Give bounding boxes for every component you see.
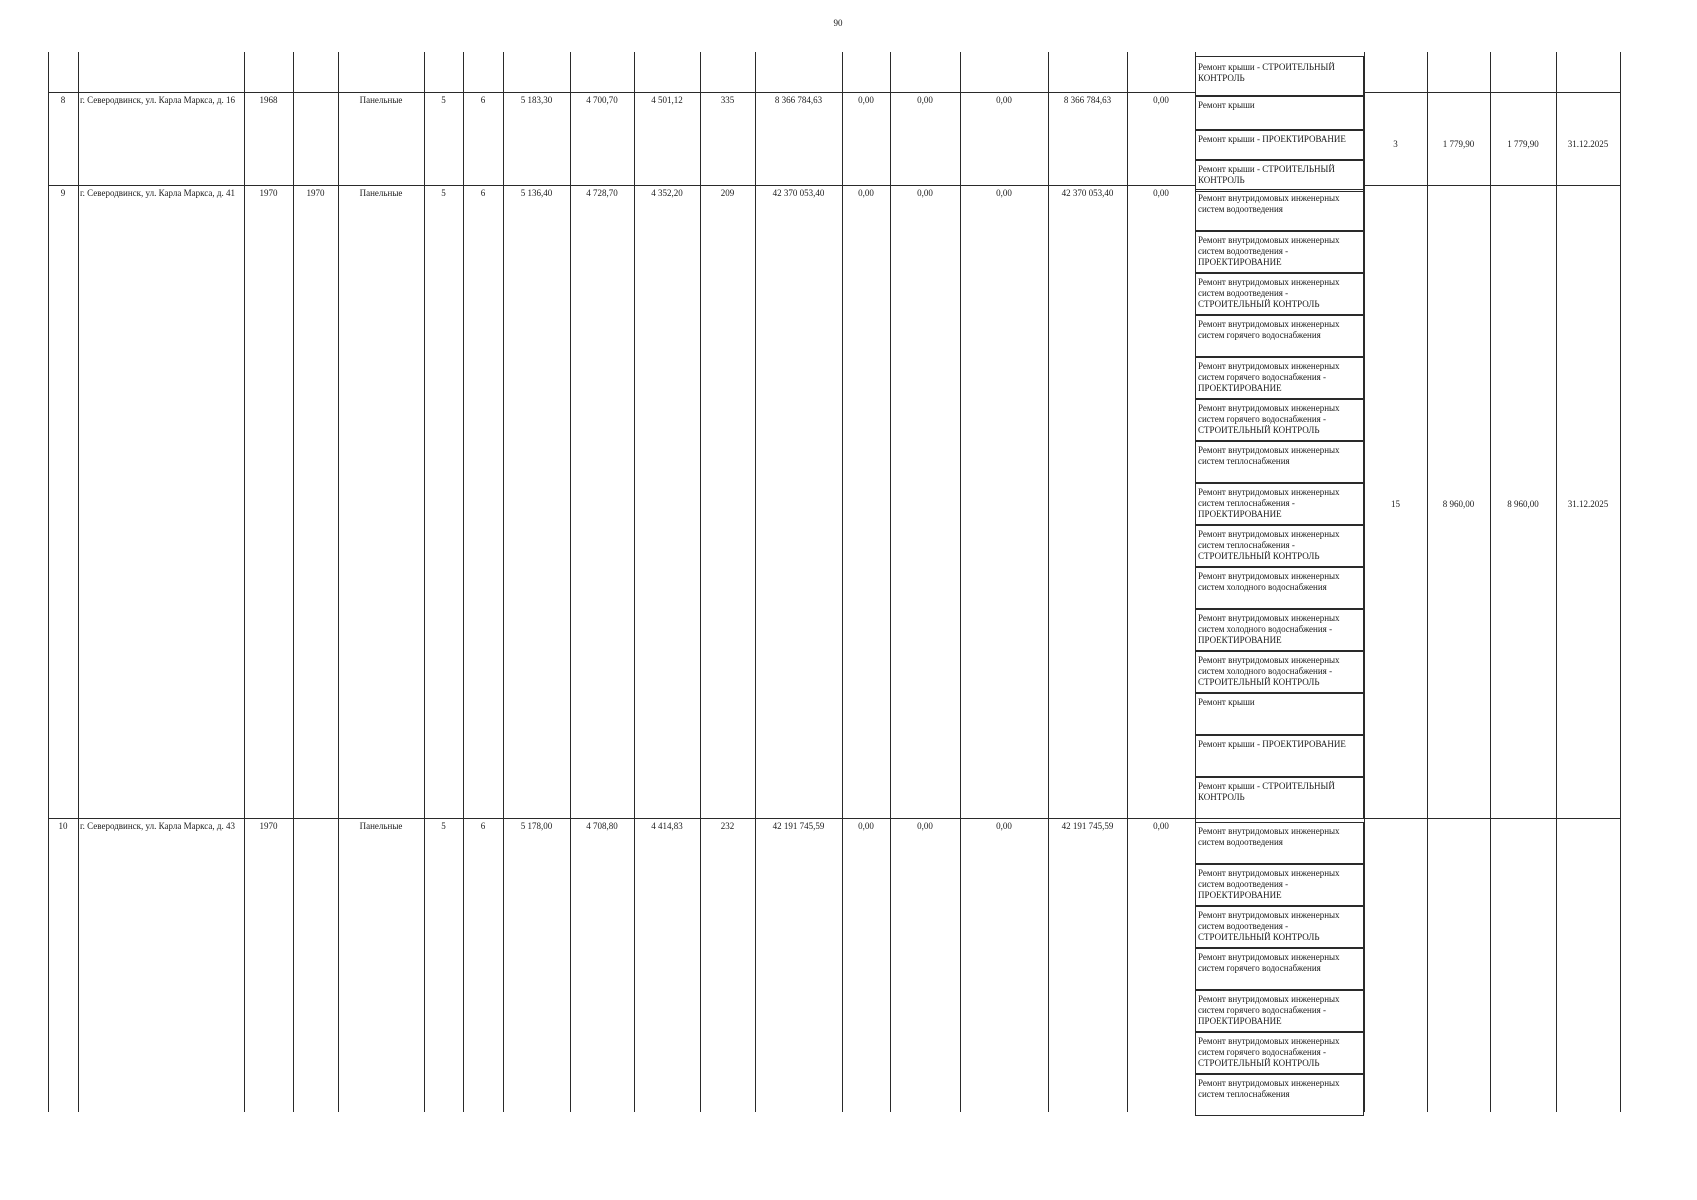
work-item: Ремонт крыши - СТРОИТЕЛЬНЫЙ КОНТРОЛЬ (1198, 781, 1335, 802)
fund-other: 0,00 (1153, 821, 1169, 831)
work-item: Ремонт внутридомовых инженерных систем теплоснабжения (1198, 1078, 1340, 1099)
address: г. Северодвинск, ул. Карла Маркса, д. 16 (80, 95, 235, 105)
work-item: Ремонт внутридомовых инженерных систем водоотведения - ПРОЕКТИРОВАНИЕ (1198, 235, 1340, 267)
area-all: 4 728,70 (586, 188, 618, 198)
work-item: Ремонт внутридомовых инженерных систем горячего водоснабжения - ПРОЕКТИРОВАНИЕ (1198, 361, 1340, 393)
row-line (48, 818, 1195, 819)
column-line (700, 52, 701, 1112)
column-line (424, 52, 425, 1112)
fund-local: 0,00 (996, 821, 1012, 831)
column-line (338, 52, 339, 1112)
area-all: 4 708,80 (586, 821, 618, 831)
entrances: 6 (480, 95, 486, 105)
fund-other: 0,00 (1153, 188, 1169, 198)
area-living: 4 352,20 (651, 188, 683, 198)
work-item: Ремонт крыши (1198, 697, 1255, 707)
column-line (634, 52, 635, 1112)
fund-local: 0,00 (996, 95, 1012, 105)
entrances: 6 (480, 188, 486, 198)
floors: 5 (441, 188, 446, 198)
work-item: Ремонт внутридомовых инженерных систем горячего водоснабжения (1198, 319, 1340, 340)
column-line (1364, 52, 1365, 1112)
row-number: 10 (58, 821, 68, 831)
work-item: Ремонт крыши - ПРОЕКТИРОВАНИЕ (1198, 134, 1346, 144)
column-line (1620, 52, 1621, 1112)
floors: 5 (441, 95, 446, 105)
area-living: 4 414,83 (651, 821, 683, 831)
cost-total: 8 366 784,63 (774, 95, 823, 105)
row-number: 9 (60, 188, 66, 198)
work-item: Ремонт внутридомовых инженерных систем холодного водоснабжения - ПРОЕКТИРОВАНИЕ (1198, 613, 1340, 645)
cost-unit-max: 8 960,00 (1442, 499, 1475, 509)
area-total: 5 136,40 (520, 188, 553, 198)
column-line (960, 52, 961, 1112)
work-item: Ремонт внутридомовых инженерных систем холодного водоснабжения (1198, 571, 1340, 592)
fund-owners: 42 191 745,59 (1061, 821, 1114, 831)
area-total: 5 183,30 (520, 95, 553, 105)
work-item: Ремонт крыши - СТРОИТЕЛЬНЫЙ КОНТРОЛЬ (1198, 62, 1335, 83)
work-quantity: 3 (1393, 139, 1398, 149)
column-line (48, 52, 49, 1112)
cost-unit: 8 960,00 (1507, 499, 1539, 509)
work-item: Ремонт внутридомовых инженерных систем горячего водоснабжения (1198, 952, 1340, 973)
fund-regional: 0,00 (917, 821, 933, 831)
residents: 232 (720, 821, 735, 831)
wall-material: Панельные (359, 95, 403, 105)
work-item: Ремонт внутридомовых инженерных систем теплоснабжения - СТРОИТЕЛЬНЫЙ КОНТРОЛЬ (1198, 529, 1340, 561)
column-line (78, 52, 79, 1112)
address: г. Северодвинск, ул. Карла Маркса, д. 41 (80, 188, 235, 198)
work-item: Ремонт внутридомовых инженерных систем водоотведения (1198, 826, 1340, 847)
fund-federal: 0,00 (858, 95, 874, 105)
cost-unit: 1 779,90 (1507, 139, 1539, 149)
fund-regional: 0,00 (917, 188, 933, 198)
column-line (463, 52, 464, 1112)
row-number: 8 (60, 95, 66, 105)
cost-total: 42 370 053,40 (772, 188, 825, 198)
fund-regional: 0,00 (917, 95, 933, 105)
work-item: Ремонт внутридомовых инженерных систем теплоснабжения - ПРОЕКТИРОВАНИЕ (1198, 487, 1340, 519)
area-total: 5 178,00 (520, 821, 553, 831)
fund-owners: 42 370 053,40 (1061, 188, 1114, 198)
work-item: Ремонт внутридомовых инженерных систем водоотведения - СТРОИТЕЛЬНЫЙ КОНТРОЛЬ (1198, 277, 1340, 309)
fund-other: 0,00 (1153, 95, 1169, 105)
row-line (1364, 818, 1620, 819)
area-living: 4 501,12 (651, 95, 683, 105)
work-item: Ремонт крыши - СТРОИТЕЛЬНЫЙ КОНТРОЛЬ (1198, 164, 1335, 185)
entrances: 6 (480, 821, 486, 831)
column-line (570, 52, 571, 1112)
fund-federal: 0,00 (858, 188, 874, 198)
year-built: 1968 (259, 95, 278, 105)
work-quantity: 15 (1391, 499, 1400, 509)
column-line (1556, 52, 1557, 1112)
deadline: 31.12.2025 (1567, 499, 1609, 509)
column-line (842, 52, 843, 1112)
row-line (48, 185, 1195, 186)
work-item: Ремонт внутридомовых инженерных систем водоотведения - СТРОИТЕЛЬНЫЙ КОНТРОЛЬ (1198, 910, 1340, 942)
floors: 5 (441, 821, 446, 831)
column-line (1427, 52, 1428, 1112)
row-line (48, 92, 1195, 93)
year-built: 1970 (259, 821, 278, 831)
cost-total: 42 191 745,59 (772, 821, 825, 831)
work-item: Ремонт внутридомовых инженерных систем водоотведения (1198, 193, 1340, 214)
work-item: Ремонт внутридомовых инженерных систем теплоснабжения (1198, 445, 1340, 466)
fund-local: 0,00 (996, 188, 1012, 198)
work-item: Ремонт внутридомовых инженерных систем холодного водоснабжения - СТРОИТЕЛЬНЫЙ КОНТРОЛЬ (1198, 655, 1340, 687)
residents: 209 (720, 188, 735, 198)
work-item: Ремонт крыши (1198, 100, 1255, 110)
column-line (1490, 52, 1491, 1112)
address: г. Северодвинск, ул. Карла Маркса, д. 43 (80, 821, 235, 831)
column-line (244, 52, 245, 1112)
year-built: 1970 (259, 188, 278, 198)
column-line (503, 52, 504, 1112)
row-line (1364, 92, 1620, 93)
column-line (1127, 52, 1128, 1112)
cost-unit-max: 1 779,90 (1442, 139, 1475, 149)
column-line (293, 52, 294, 1112)
deadline: 31.12.2025 (1567, 139, 1609, 149)
fund-owners: 8 366 784,63 (1063, 95, 1112, 105)
column-line (755, 52, 756, 1112)
work-item: Ремонт крыши - ПРОЕКТИРОВАНИЕ (1198, 739, 1346, 749)
residents: 335 (720, 95, 735, 105)
wall-material: Панельные (359, 821, 403, 831)
page-number: 90 (833, 18, 843, 28)
work-item: Ремонт внутридомовых инженерных систем горячего водоснабжения - СТРОИТЕЛЬНЫЙ КОНТРОЛЬ (1198, 1036, 1340, 1068)
row-line (1364, 185, 1620, 186)
year-reconstruction: 1970 (306, 188, 325, 198)
area-all: 4 700,70 (586, 95, 618, 105)
wall-material: Панельные (359, 188, 403, 198)
work-item: Ремонт внутридомовых инженерных систем горячего водоснабжения - СТРОИТЕЛЬНЫЙ КОНТРОЛЬ (1198, 403, 1340, 435)
fund-federal: 0,00 (858, 821, 874, 831)
work-item: Ремонт внутридомовых инженерных систем водоотведения - ПРОЕКТИРОВАНИЕ (1198, 868, 1340, 900)
work-item: Ремонт внутридомовых инженерных систем горячего водоснабжения - ПРОЕКТИРОВАНИЕ (1198, 994, 1340, 1026)
column-line (890, 52, 891, 1112)
column-line (1048, 52, 1049, 1112)
